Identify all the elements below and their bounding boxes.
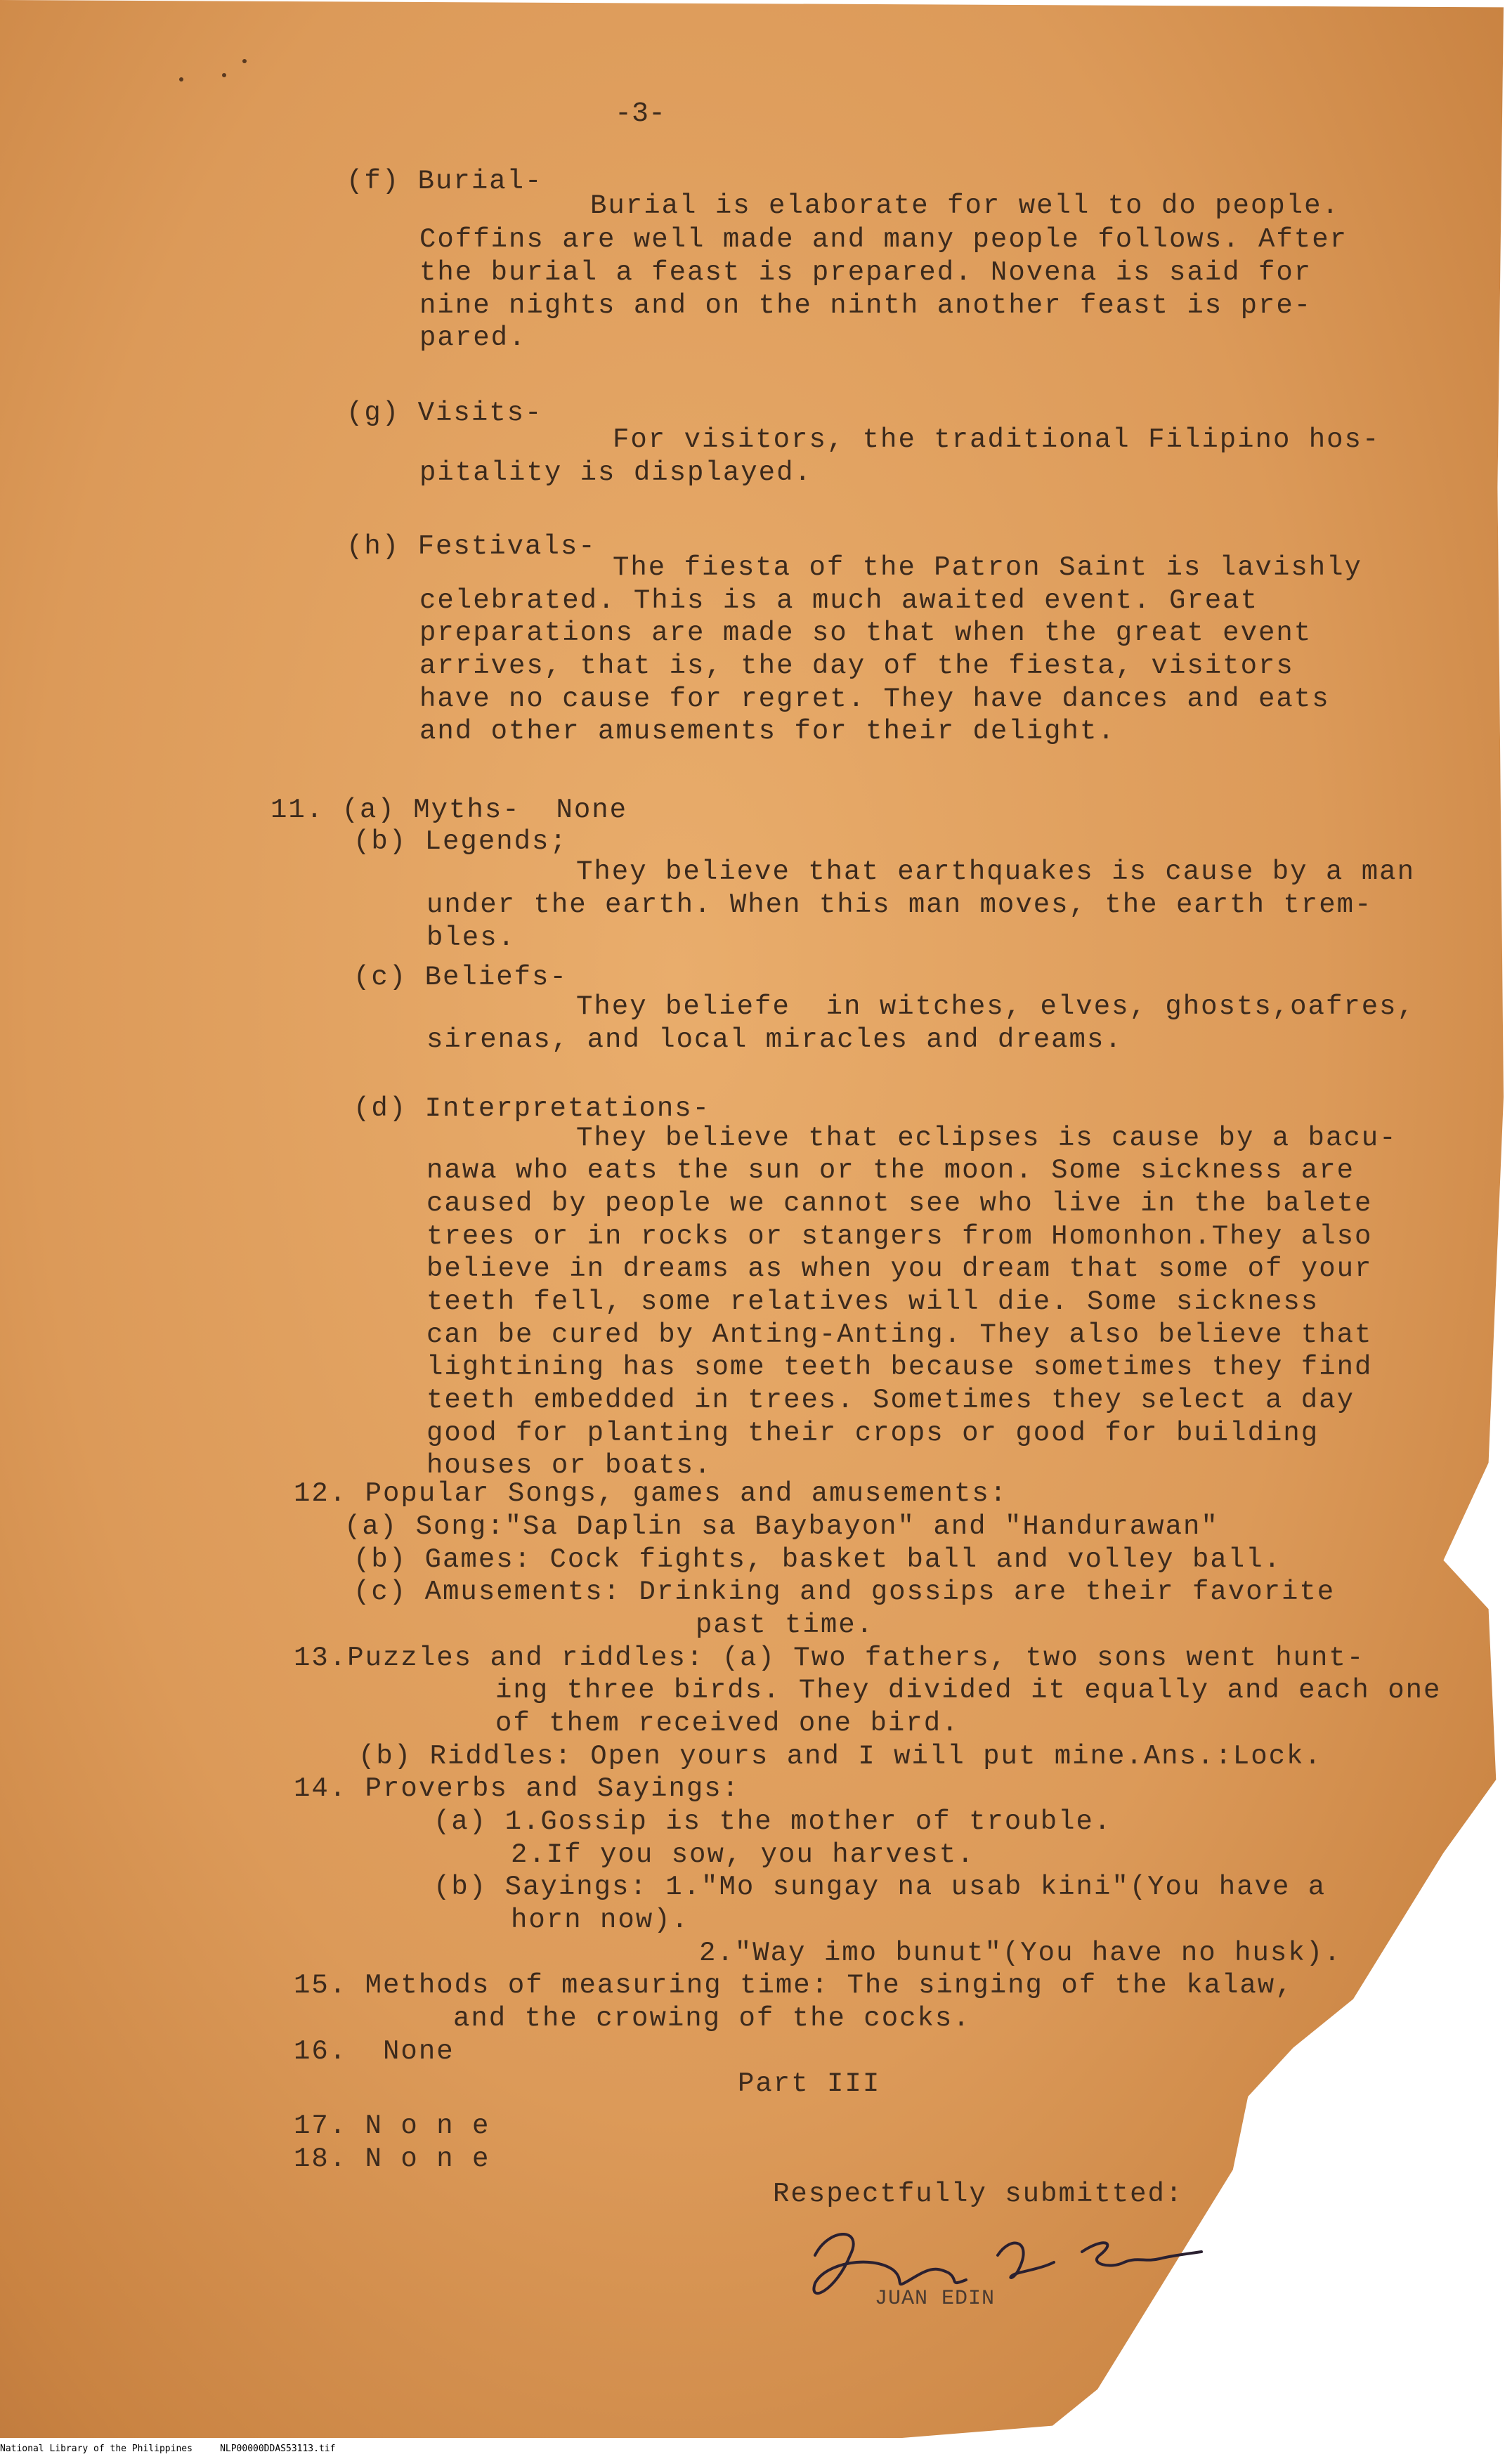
text-line: past time.	[696, 1610, 875, 1641]
signatory-name: JUAN EDIN	[875, 2287, 996, 2311]
text-line: (b) Riddles: Open yours and I will put mine.Ans.:Lock.	[358, 1741, 1322, 1772]
text-line: houses or boats.	[426, 1450, 712, 1481]
text-line: (b) Games: Cock fights, basket ball and volley ball.	[353, 1544, 1282, 1575]
text-line: (a) 1.Gossip is the mother of trouble.	[434, 1806, 1112, 1837]
text-line: They believe that eclipses is cause by a bacu-	[576, 1123, 1397, 1154]
text-line: teeth fell, some relatives will die. Some sickness	[426, 1286, 1319, 1317]
text-line: 11. (a) Myths- None	[271, 795, 628, 826]
text-line: (h) Festivals-	[346, 531, 597, 562]
text-line: can be cured by Anting-Anting. They also believe that	[426, 1319, 1373, 1350]
text-line: pared.	[419, 322, 527, 353]
text-line: believe in dreams as when you dream that some of your	[426, 1253, 1373, 1284]
text-line: 17. N o n e	[294, 2111, 490, 2141]
text-line: preparations are made so that when the great event	[419, 618, 1312, 648]
text-line: pitality is displayed.	[419, 457, 812, 488]
paper-hole	[179, 77, 183, 81]
text-line: 12. Popular Songs, games and amusements:	[294, 1478, 1008, 1509]
text-line: lightining has some teeth because sometimes they find	[426, 1352, 1373, 1383]
text-line: 18. N o n e	[294, 2144, 490, 2174]
text-line: 2."Way imo bunut"(You have no husk).	[699, 1938, 1342, 1969]
text-line: 16. None	[294, 2036, 455, 2067]
text-line: horn now).	[511, 1905, 690, 1936]
text-line: Burial is elaborate for well to do people.	[590, 190, 1340, 221]
text-line: Respectfully submitted:	[773, 2179, 1184, 2210]
text-line: arrives, that is, the day of the fiesta, visitors	[419, 651, 1294, 681]
paper-hole	[222, 73, 226, 77]
text-line: nine nights and on the ninth another feast is pre-	[419, 290, 1312, 321]
text-line: (b) Sayings: 1."Mo sungay na usab kini"(You have a	[434, 1872, 1327, 1903]
archive-footer: National Library of the Philippines NLP00000DDAS53113.tif	[0, 2444, 336, 2454]
text-line: (g) Visits-	[346, 398, 543, 429]
text-line: teeth embedded in trees. Sometimes they select a day	[426, 1385, 1355, 1416]
text-line: ing three birds. They divided it equally and each one	[495, 1675, 1442, 1706]
text-line: bles.	[426, 922, 516, 953]
text-line: 13.Puzzles and riddles: (a) Two fathers, two sons went hunt-	[294, 1643, 1365, 1674]
text-line: 14. Proverbs and Sayings:	[294, 1773, 741, 1804]
text-line: They believe that earthquakes is cause by a man	[576, 856, 1415, 887]
text-line: (c) Amusements: Drinking and gossips are their favorite	[353, 1577, 1336, 1607]
text-line: The fiesta of the Patron Saint is lavishly	[613, 552, 1362, 583]
text-line: (a) Song:"Sa Daplin sa Baybayon" and "Handurawan"	[344, 1511, 1219, 1542]
text-line: 15. Methods of measuring time: The singing of the kalaw,	[294, 1970, 1293, 2001]
page-number: -3-	[615, 98, 666, 130]
paper-hole	[242, 59, 247, 63]
text-line: (b) Legends;	[353, 826, 568, 857]
text-line: Coffins are well made and many people follows. After	[419, 224, 1348, 255]
text-line: caused by people we cannot see who live in the balete	[426, 1188, 1373, 1219]
text-line: Part III	[738, 2068, 881, 2099]
text-line: celebrated. This is a much awaited event. Great	[419, 585, 1258, 616]
text-line: good for planting their crops or good for building	[426, 1418, 1319, 1449]
text-line: and other amusements for their delight.	[419, 716, 1116, 747]
text-line: 2.If you sow, you harvest.	[511, 1839, 975, 1870]
text-line: of them received one bird.	[495, 1708, 960, 1739]
text-line: under the earth. When this man moves, the earth trem-	[426, 889, 1373, 920]
text-line: have no cause for regret. They have dances and eats	[419, 684, 1330, 715]
handwritten-signature	[787, 2213, 1208, 2311]
text-line: nawa who eats the sun or the moon. Some sickness are	[426, 1155, 1355, 1186]
text-line: (d) Interpretations-	[353, 1093, 711, 1124]
text-line: For visitors, the traditional Filipino hos-	[613, 424, 1381, 455]
text-line: and the crowing of the cocks.	[453, 2003, 971, 2034]
text-line: the burial a feast is prepared. Novena is said for	[419, 257, 1312, 288]
text-line: sirenas, and local miracles and dreams.	[426, 1024, 1123, 1055]
text-line: trees or in rocks or stangers from Homonhon.They also	[426, 1221, 1373, 1252]
text-line: (c) Beliefs-	[353, 962, 568, 993]
text-line: They beliefe in witches, elves, ghosts,oafres,	[576, 991, 1415, 1022]
text-line: (f) Burial-	[346, 166, 543, 197]
